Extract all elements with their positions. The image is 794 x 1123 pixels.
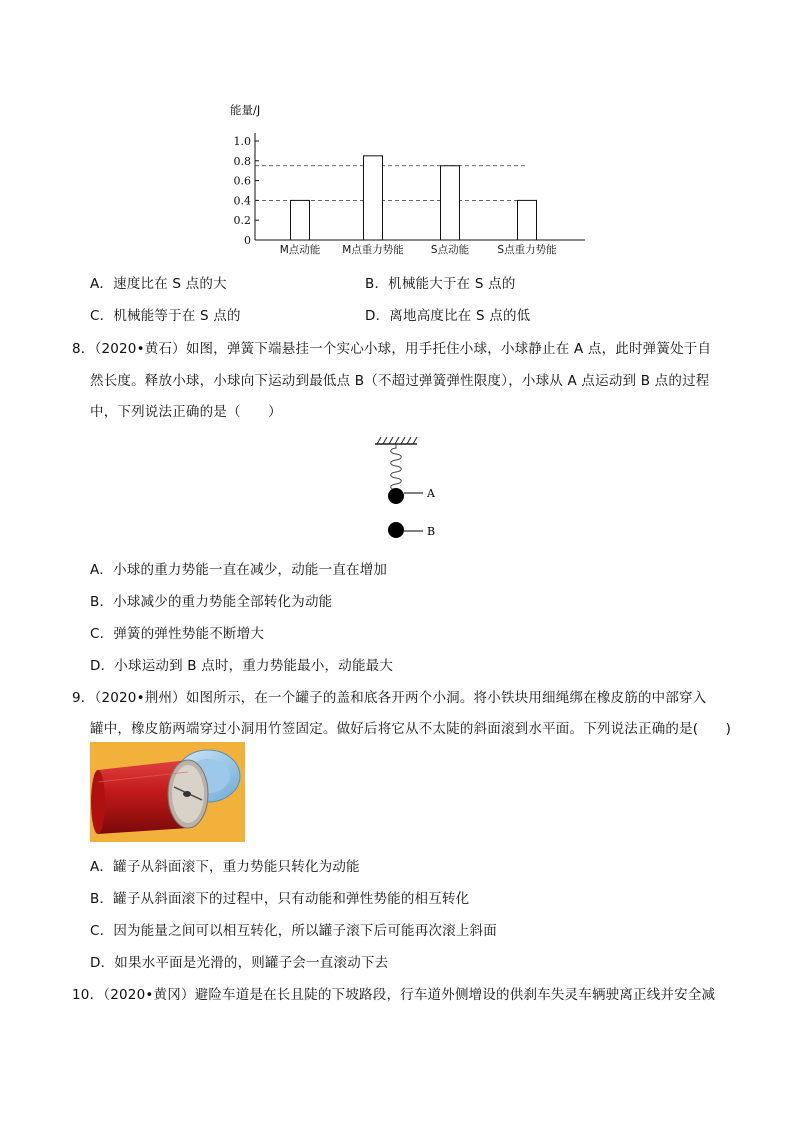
q8-stem-line1: 8．（2020•黄石）如图，弹簧下端悬挂一个实心小球，用手托住小球，小球静止在 A 点，此时弹簧处于自 xyxy=(72,341,712,357)
q7-option-a: A．速度比在 S 点的大 xyxy=(90,276,227,292)
q7-option-c: C．机械能等于在 S 点的 xyxy=(90,308,241,324)
category-label: M点动能 xyxy=(279,244,321,256)
q7-option-d: D．离地高度比在 S 点的低 xyxy=(365,308,531,324)
bars xyxy=(291,156,537,240)
bar xyxy=(364,156,383,240)
y-tick-label: 0 xyxy=(244,234,251,247)
energy-bar-chart xyxy=(220,98,600,263)
category-label: S点重力势能 xyxy=(497,244,557,256)
spring-coil xyxy=(391,444,402,494)
q8-option-b: B．小球减少的重力势能全部转化为动能 xyxy=(90,594,333,610)
q9-option-c: C．因为能量之间可以相互转化，所以罐子滚下后可能再次滚上斜面 xyxy=(90,923,497,939)
y-axis-label: 能量/J xyxy=(230,103,261,117)
q10-stem-line1: 10．（2020•黄冈）避险车道是在长且陡的下坡路段，行车道外侧增设的供刹车失灵车辆驶离正线并安全减 xyxy=(72,987,716,1003)
q9-option-d: D．如果水平面是光滑的，则罐子会一直滚动下去 xyxy=(90,955,389,971)
category-label: M点重力势能 xyxy=(342,244,404,256)
q9-option-a: A．罐子从斜面滚下，重力势能只转化为动能 xyxy=(90,859,360,875)
category-label: S点动能 xyxy=(430,244,470,256)
bar xyxy=(291,200,310,240)
y-tick-label: 0.8 xyxy=(233,154,251,168)
bar xyxy=(441,166,460,240)
q8-stem-line3: 中，下列说法正确的是（ ） xyxy=(90,404,282,420)
category-labels xyxy=(280,243,557,256)
can-photo xyxy=(90,742,245,842)
y-tick-label: 0.6 xyxy=(233,174,251,188)
q9-stem-line2: 罐中，橡皮筋两端穿过小洞用竹签固定。做好后将它从不太陡的斜面滚到水平面。下列说法正确的是( ) xyxy=(90,721,732,737)
y-tick-label: 1.0 xyxy=(233,135,251,148)
y-tick-label: 0.2 xyxy=(233,214,251,228)
label-a: A xyxy=(427,487,435,500)
label-b: B xyxy=(427,525,436,538)
y-tick-label: 0.4 xyxy=(233,194,251,208)
q8-option-c: C．弹簧的弹性势能不断增大 xyxy=(90,626,265,642)
spring-ball-figure xyxy=(365,432,455,544)
ball-at-b xyxy=(388,522,404,538)
q7-option-b: B．机械能大于在 S 点的 xyxy=(365,276,516,292)
q9-option-b: B．罐子从斜面滚下的过程中，只有动能和弹性势能的相互转化 xyxy=(90,891,470,907)
bar xyxy=(518,200,537,240)
ceiling-hatch xyxy=(375,437,417,444)
q8-option-a: A．小球的重力势能一直在减少，动能一直在增加 xyxy=(90,562,388,578)
q9-stem-line1: 9．（2020•荆州）如图所示，在一个罐子的盖和底各开两个小洞。将小铁块用细绳绑在橡皮筋的中部穿入 xyxy=(72,690,707,706)
q8-stem-line2: 然长度。释放小球，小球向下运动到最低点 B（不超过弹簧弹性限度），小球从 A 点运动到 B 点的过程 xyxy=(90,373,710,389)
q8-option-d: D．小球运动到 B 点时，重力势能最小，动能最大 xyxy=(90,658,394,674)
reference-lines xyxy=(255,166,525,201)
ball-at-a xyxy=(388,488,404,504)
